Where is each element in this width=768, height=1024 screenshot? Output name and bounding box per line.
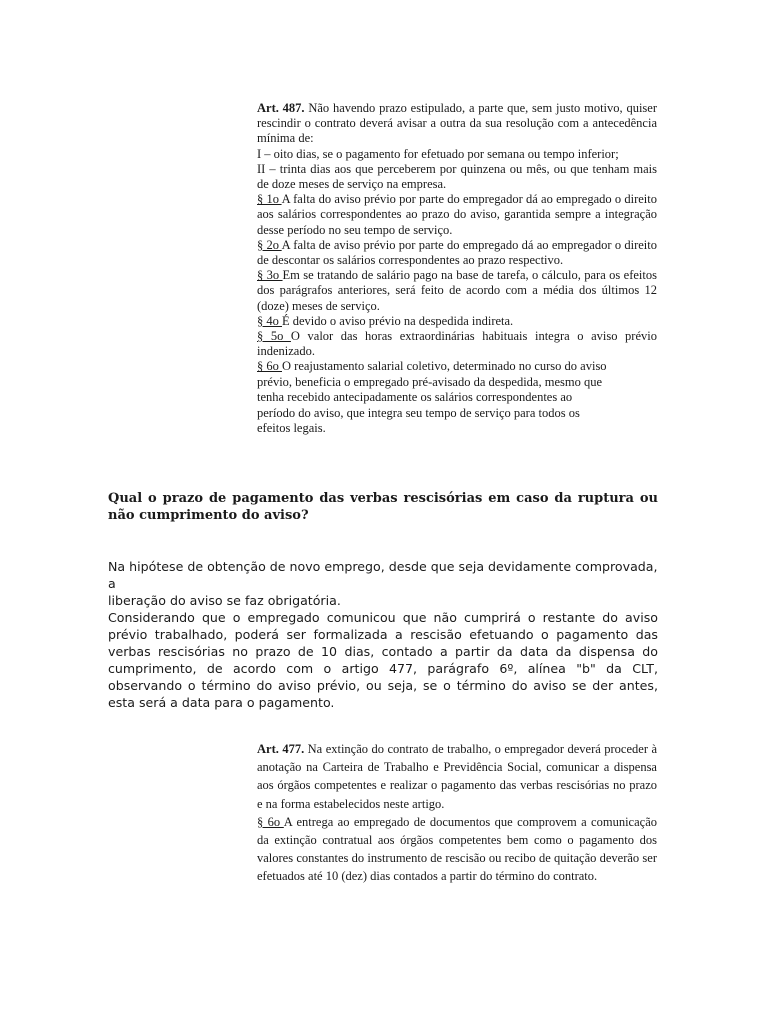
- art-477-block: [257, 740, 657, 886]
- paragraph-1-text: A falta do aviso prévio por parte do empregador dá ao empregado o direito aos salários correspondentes ao prazo do aviso, garantida sempre a integração desse período no seu tempo de serviço.: [257, 192, 658, 237]
- art-487-paragraph-4: [257, 314, 657, 329]
- art-477-paragraph-6: [257, 813, 657, 886]
- art-487-intro: Não havendo prazo estipulado, a parte que, sem justo motivo, quiser rescindir o contrato deverá avisar a outra da sua resolução com a antecedência mínima de:: [257, 101, 657, 146]
- art-487-block: [257, 101, 657, 436]
- answer-2-text: Considerando que o empregado comunicou que não cumprirá o restante do aviso prévio trabalhado, poderá ser formalizada a rescisão efetuando o pagamento das verbas rescisórias no prazo de 10 dias, contado a partir da data da dispensa do cumprimento, de acordo com o artigo 477, parágrafo 6º, alínea "b" da CLT, observando o término do aviso prévio, ou seja, se o término do aviso se der antes, esta será a data para o pagamento.: [108, 610, 658, 710]
- art-487-caput: [257, 101, 657, 147]
- art-487-paragraph-6: [257, 359, 657, 436]
- art-487-title: Art. 487.: [257, 101, 305, 115]
- art-477-intro: Na extinção do contrato de trabalho, o empregador deverá proceder à anotação na Carteira de Trabalho e Previdência Social, comunicar a dispensa aos órgãos competentes e realizar o pagamento das verbas rescisórias no prazo e na forma estabelecidos neste artigo.: [257, 742, 657, 811]
- art-477-title: Art. 477.: [257, 742, 305, 756]
- answer-paragraph-1: [108, 558, 658, 609]
- paragraph-6-mark: § 6o: [257, 359, 282, 374]
- paragraph-3-text: Em se tratando de salário pago na base de tarefa, o cálculo, para os efeitos dos parágrafos anteriores, será feito de acordo com a média dos últimos 12 (doze) meses de serviço.: [257, 268, 657, 313]
- art-487-paragraph-5: [257, 329, 657, 359]
- paragraph-4-text: É devido o aviso prévio na despedida indireta.: [282, 313, 514, 328]
- question-heading: [108, 490, 658, 524]
- art-477-paragraph-6-text: A entrega ao empregado de documentos que comprovem a comunicação da extinção contratual aos órgãos competentes bem como o pagamento dos valores constantes do instrumento de rescisão ou recibo de quitação deverão ser efetuados até 10 (dez) dias contados a partir do término do contrato.: [257, 814, 657, 884]
- art-487-paragraph-3: [257, 268, 657, 314]
- paragraph-2-mark: § 2o: [257, 237, 282, 252]
- paragraph-6-line-1-text: O reajustamento salarial coletivo, determinado no curso do aviso: [282, 359, 607, 374]
- paragraph-6-line-1: [257, 359, 657, 374]
- paragraph-5-text: O valor das horas extraordinárias habituais integra o aviso prévio indenizado.: [257, 329, 657, 359]
- answer-1-line-1: Na hipótese de obtenção de novo emprego, desde que seja devidamente comprovada, a: [108, 559, 658, 591]
- art-487-inciso-2: II – trinta dias aos que perceberem por quinzena ou mês, ou que tenham mais de doze meses de serviço na empresa.: [257, 161, 657, 192]
- paragraph-6-line-3: tenha recebido antecipadamente os salários correspondentes ao: [257, 390, 573, 405]
- paragraph-4-mark: § 4o: [257, 313, 282, 328]
- art-487-inciso-1: I – oito dias, se o pagamento for efetuado por semana ou tempo inferior;: [257, 146, 619, 161]
- art-487-paragraph-2: [257, 238, 657, 268]
- paragraph-1-mark: § 1o: [257, 192, 282, 207]
- art-477-paragraph-6-mark: § 6o: [257, 814, 284, 829]
- answer-paragraph-2: [108, 609, 658, 711]
- art-477-caput: [257, 740, 657, 813]
- paragraph-3-mark: § 3o: [257, 268, 283, 283]
- paragraph-2-text: A falta de aviso prévio por parte do empregado dá ao empregador o direito de descontar os salários correspondentes ao prazo respectivo.: [257, 237, 657, 268]
- art-487-paragraph-1: [257, 192, 657, 238]
- paragraph-6-line-2: prévio, beneficia o empregado pré-avisado da despedida, mesmo que: [257, 374, 603, 389]
- paragraph-6-line-5: efeitos legais.: [257, 421, 326, 436]
- paragraph-6-line-4: período do aviso, que integra seu tempo de serviço para todos os: [257, 405, 580, 420]
- question-text: Qual o prazo de pagamento das verbas rescisórias em caso da ruptura ou não cumprimento do aviso?: [108, 491, 658, 523]
- answer-1-line-2: liberação do aviso se faz obrigatória.: [108, 593, 341, 608]
- paragraph-5-mark: § 5o: [257, 329, 291, 344]
